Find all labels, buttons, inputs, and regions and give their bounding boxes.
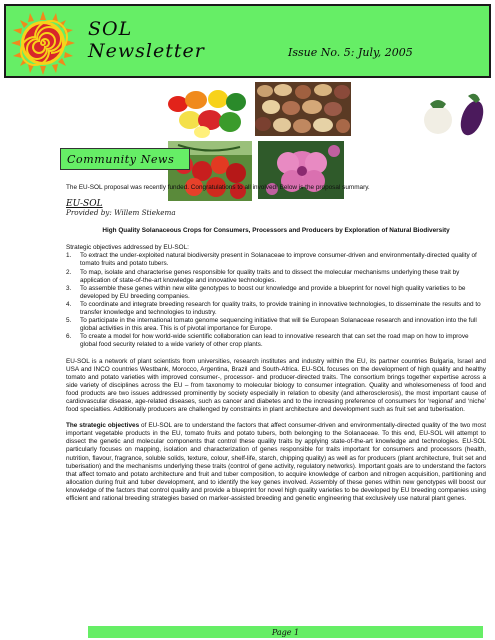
objective-item (66, 252, 486, 268)
community-news-heading-box (60, 148, 190, 170)
objective-item (66, 301, 486, 317)
photo-eggplants (418, 82, 492, 140)
network-paragraph: EU-SOL is a network of plant scientists from universities, research institutes and industry within the EU, its partner countries Bulgaria, Israel and USA and INCO countries Westbank, Morocco, Argentina, Brazil and South-Africa. EU-SOL focuses on the development of high quality and healthy tomato and potato varieties with improved consumer-, processor- and producer-directed traits. The consortium brings together expertise across a side variety of disciplines across the EU – from taxonomy to molecular biology to consumer integration. Quality and wholesomeness of food and food products are two issues addressed prominently by society especially in relation to obesity (and atherosclerosis), the most important cause of cardiovascular disease, age-related diseases, such as cancer and diabetes and to the increasing preference of consumers for ‘regional’ and ‘niche’ food specialties. Additionally producers are challenged by constraints in plant architecture and development such as fruit set and tuberisation. (66, 357, 486, 414)
page-number: Page 1 (271, 627, 300, 637)
strategic-paragraph-text: of EU-SOL are to understand the factors that affect consumer-driven and environmentally-directed quality of the two most important vegetable products in the EU, tomato fruits and potato tubers, both belonging to the Solanaceae. To this end, EU-SOL will attempt to dissect the genetic and molecular components that control these quality traits by applying state-of-the-art knowledge and technologies. EU-SOL particularly focuses on mapping, isolation and characterization of genes responsible for traits important for consumers and processors (health, nutrition, flavour, fragrance, soluble solids, texture, colour, shelf-life, starch, chipping quality) as well as for producers (plant architecture, fruit set and tuberisation) and the mechanisms underlying these traits (control of gene activity, regulatory networks). Important goals are to understand the factors that affect tomato and potato architecture and fruit and tuber composition, to acquire knowledge of carbon and nitrogen acquisition, partitioning and allocation during fruit and tuber development, and to identify the key genes involved. Assembly of these genes within new genotypes will boost our knowledge of the factors that control quality and provide a blueprint for novel high quality varieties to be developed by EU breeding companies using efficient and rational breeding strategies based on marker-assisted breeding and genetic engineering that exclusively use natural plant genes. (66, 422, 486, 502)
objective-item (66, 285, 486, 301)
provided-by: Provided by: Willem Stiekema (66, 208, 176, 218)
title-line-sol: SOL (88, 18, 133, 40)
strategic-paragraph (66, 422, 486, 503)
objective-item (66, 269, 486, 285)
objective-text: To assemble these genes within new elite genotypes to boost our knowledge and provide a blueprint for novel high quality varieties to be developed by EU breeding companies. (80, 284, 466, 300)
newsletter-title (88, 18, 205, 62)
eu-sol-title: EU-SOL (66, 199, 103, 210)
photo-peppers (166, 84, 248, 140)
objective-text: To create a model for how world-wide scientific collaboration can lead to innovative research that can set the road map on how to improve global food security related to a wide variety of other crop plants. (80, 333, 469, 349)
objective-text: To map, isolate and characterise genes responsible for quality traits and to dissect the molecular mechanisms underlying these trait by application of state-of-the-art knowledge and innovative technologies. (80, 268, 460, 284)
objective-item (66, 333, 486, 349)
objective-item (66, 317, 486, 333)
intro-text: The EU-SOL proposal was recently funded. Congratulations to all involved! Below is the proposal summary. (66, 184, 370, 191)
objective-text: To participate in the international tomato genome sequencing initiative that will tie European Solanaceae research and innovation into the full global activities in this area. This is of pivotal importance for Europe. (80, 317, 477, 333)
objectives-list (66, 252, 486, 349)
objective-number: 3. (66, 284, 72, 292)
section-title: Community News (67, 152, 175, 166)
objective-number: 4. (66, 300, 72, 308)
strategic-bold-lead: The strategic objectives (66, 422, 140, 430)
objective-number: 2. (66, 268, 72, 276)
issue-label: Issue No. 5: July, 2005 (288, 46, 413, 59)
objective-number: 5. (66, 317, 72, 325)
photo-potatoes (255, 82, 351, 136)
page-footer (88, 626, 483, 638)
objective-text: To coordinate and integrate breeding research for quality traits, to provide training in innovative technologies, to disseminate the results and to transfer knowledge and technologies to industry. (80, 300, 481, 317)
newsletter-header (4, 4, 491, 78)
objective-text: To extract the under-exploited natural biodiversity present in Solanaceae to improve consumer-driven and environmentally-directed quality of tomato fruits and potato tubers. (80, 252, 477, 268)
objective-number: 1. (66, 252, 72, 260)
title-line-newsletter: Newsletter (88, 40, 205, 62)
objective-number: 6. (66, 333, 72, 341)
project-title: High Quality Solanaceous Crops for Consumers, Processors and Producers by Exploration of Natural Biodiversity (102, 227, 450, 235)
sun-spiral-logo (10, 10, 76, 76)
strategic-objectives-heading: Strategic objectives addressed by EU-SOL: (66, 244, 189, 252)
article-body (66, 184, 486, 503)
